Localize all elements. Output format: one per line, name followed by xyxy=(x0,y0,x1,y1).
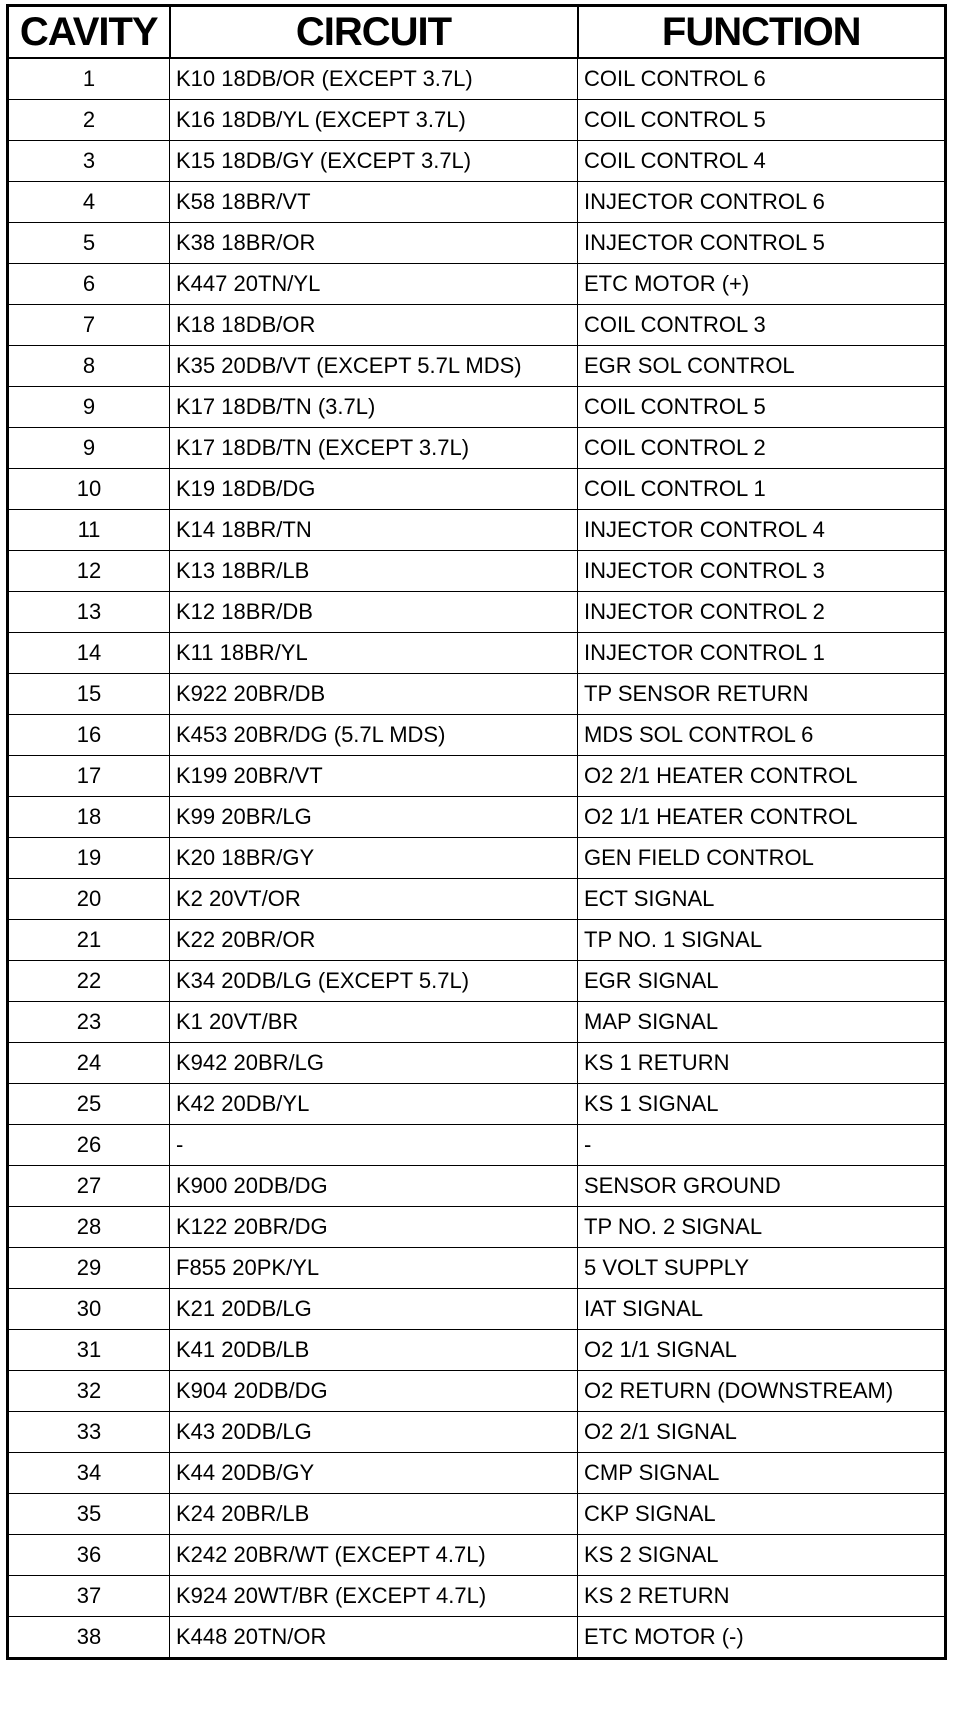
cavity-cell: 33 xyxy=(8,1412,170,1453)
circuit-cell: K42 20DB/YL xyxy=(170,1084,578,1125)
cavity-cell: 37 xyxy=(8,1576,170,1617)
table-row xyxy=(8,1330,946,1371)
table-row xyxy=(8,223,946,264)
table-row xyxy=(8,182,946,223)
cavity-cell: 5 xyxy=(8,223,170,264)
cavity-cell: 24 xyxy=(8,1043,170,1084)
circuit-cell: K900 20DB/DG xyxy=(170,1166,578,1207)
function-cell: MAP SIGNAL xyxy=(578,1002,946,1043)
cavity-cell: 11 xyxy=(8,510,170,551)
cavity-cell: 31 xyxy=(8,1330,170,1371)
circuit-cell: K13 18BR/LB xyxy=(170,551,578,592)
cavity-cell: 10 xyxy=(8,469,170,510)
circuit-cell: K924 20WT/BR (EXCEPT 4.7L) xyxy=(170,1576,578,1617)
cavity-cell: 17 xyxy=(8,756,170,797)
cavity-cell: 16 xyxy=(8,715,170,756)
table-row xyxy=(8,58,946,100)
function-cell: KS 2 SIGNAL xyxy=(578,1535,946,1576)
circuit-cell: K24 20BR/LB xyxy=(170,1494,578,1535)
function-cell: INJECTOR CONTROL 4 xyxy=(578,510,946,551)
circuit-cell: K38 18BR/OR xyxy=(170,223,578,264)
function-cell: CKP SIGNAL xyxy=(578,1494,946,1535)
function-cell: COIL CONTROL 6 xyxy=(578,58,946,100)
table-row xyxy=(8,592,946,633)
circuit-cell: K21 20DB/LG xyxy=(170,1289,578,1330)
table-row xyxy=(8,428,946,469)
circuit-cell: F855 20PK/YL xyxy=(170,1248,578,1289)
function-cell: INJECTOR CONTROL 6 xyxy=(578,182,946,223)
circuit-cell: K43 20DB/LG xyxy=(170,1412,578,1453)
function-cell: O2 1/1 SIGNAL xyxy=(578,1330,946,1371)
function-cell: TP SENSOR RETURN xyxy=(578,674,946,715)
circuit-cell: K17 18DB/TN (3.7L) xyxy=(170,387,578,428)
cavity-cell: 29 xyxy=(8,1248,170,1289)
table-row xyxy=(8,1166,946,1207)
table-row xyxy=(8,715,946,756)
table-row xyxy=(8,879,946,920)
circuit-cell: K18 18DB/OR xyxy=(170,305,578,346)
function-cell: TP NO. 1 SIGNAL xyxy=(578,920,946,961)
circuit-cell: K942 20BR/LG xyxy=(170,1043,578,1084)
function-cell: TP NO. 2 SIGNAL xyxy=(578,1207,946,1248)
table-row xyxy=(8,1576,946,1617)
cavity-cell: 9 xyxy=(8,428,170,469)
function-cell: ECT SIGNAL xyxy=(578,879,946,920)
table-row xyxy=(8,264,946,305)
circuit-cell: K58 18BR/VT xyxy=(170,182,578,223)
table-row xyxy=(8,756,946,797)
cavity-cell: 38 xyxy=(8,1617,170,1659)
cavity-cell: 21 xyxy=(8,920,170,961)
circuit-cell: K447 20TN/YL xyxy=(170,264,578,305)
circuit-cell: K904 20DB/DG xyxy=(170,1371,578,1412)
cavity-cell: 7 xyxy=(8,305,170,346)
circuit-cell: K199 20BR/VT xyxy=(170,756,578,797)
circuit-cell: K10 18DB/OR (EXCEPT 3.7L) xyxy=(170,58,578,100)
function-cell: EGR SOL CONTROL xyxy=(578,346,946,387)
table-row xyxy=(8,1289,946,1330)
function-cell: CMP SIGNAL xyxy=(578,1453,946,1494)
table-row xyxy=(8,633,946,674)
function-cell: COIL CONTROL 1 xyxy=(578,469,946,510)
table-row xyxy=(8,510,946,551)
circuit-cell: K16 18DB/YL (EXCEPT 3.7L) xyxy=(170,100,578,141)
cavity-cell: 12 xyxy=(8,551,170,592)
function-cell: COIL CONTROL 2 xyxy=(578,428,946,469)
circuit-cell: K15 18DB/GY (EXCEPT 3.7L) xyxy=(170,141,578,182)
function-cell: KS 2 RETURN xyxy=(578,1576,946,1617)
table-row xyxy=(8,305,946,346)
cavity-cell: 36 xyxy=(8,1535,170,1576)
connector-pinout-table-container xyxy=(6,4,944,1660)
circuit-cell: K922 20BR/DB xyxy=(170,674,578,715)
cavity-cell: 25 xyxy=(8,1084,170,1125)
cavity-cell: 13 xyxy=(8,592,170,633)
table-row xyxy=(8,100,946,141)
table-row xyxy=(8,797,946,838)
cavity-cell: 28 xyxy=(8,1207,170,1248)
table-row xyxy=(8,961,946,1002)
table-row xyxy=(8,1617,946,1659)
table-row xyxy=(8,1207,946,1248)
table-row xyxy=(8,1043,946,1084)
table-row xyxy=(8,1248,946,1289)
circuit-cell: K19 18DB/DG xyxy=(170,469,578,510)
function-cell: COIL CONTROL 3 xyxy=(578,305,946,346)
cavity-cell: 6 xyxy=(8,264,170,305)
cavity-cell: 27 xyxy=(8,1166,170,1207)
function-cell: SENSOR GROUND xyxy=(578,1166,946,1207)
cavity-cell: 22 xyxy=(8,961,170,1002)
header-row xyxy=(8,6,946,59)
function-cell: O2 RETURN (DOWNSTREAM) xyxy=(578,1371,946,1412)
header-cavity: CAVITY xyxy=(8,6,170,59)
circuit-cell: K20 18BR/GY xyxy=(170,838,578,879)
table-row xyxy=(8,1002,946,1043)
function-cell: COIL CONTROL 5 xyxy=(578,100,946,141)
circuit-cell: K41 20DB/LB xyxy=(170,1330,578,1371)
function-cell: KS 1 SIGNAL xyxy=(578,1084,946,1125)
table-row xyxy=(8,387,946,428)
function-cell: MDS SOL CONTROL 6 xyxy=(578,715,946,756)
table-row xyxy=(8,1535,946,1576)
function-cell: 5 VOLT SUPPLY xyxy=(578,1248,946,1289)
function-cell: O2 2/1 HEATER CONTROL xyxy=(578,756,946,797)
cavity-cell: 30 xyxy=(8,1289,170,1330)
function-cell: INJECTOR CONTROL 1 xyxy=(578,633,946,674)
circuit-cell: K11 18BR/YL xyxy=(170,633,578,674)
circuit-cell: K2 20VT/OR xyxy=(170,879,578,920)
cavity-cell: 19 xyxy=(8,838,170,879)
table-row xyxy=(8,1084,946,1125)
table-row xyxy=(8,1412,946,1453)
circuit-cell: K99 20BR/LG xyxy=(170,797,578,838)
cavity-cell: 15 xyxy=(8,674,170,715)
cavity-cell: 14 xyxy=(8,633,170,674)
circuit-cell: K1 20VT/BR xyxy=(170,1002,578,1043)
cavity-cell: 9 xyxy=(8,387,170,428)
connector-pinout-table xyxy=(6,4,947,1660)
circuit-cell: K44 20DB/GY xyxy=(170,1453,578,1494)
function-cell: EGR SIGNAL xyxy=(578,961,946,1002)
cavity-cell: 34 xyxy=(8,1453,170,1494)
function-cell: O2 1/1 HEATER CONTROL xyxy=(578,797,946,838)
cavity-cell: 1 xyxy=(8,58,170,100)
function-cell: ETC MOTOR (-) xyxy=(578,1617,946,1659)
function-cell: INJECTOR CONTROL 2 xyxy=(578,592,946,633)
function-cell: IAT SIGNAL xyxy=(578,1289,946,1330)
table-row xyxy=(8,551,946,592)
function-cell: O2 2/1 SIGNAL xyxy=(578,1412,946,1453)
table-row xyxy=(8,838,946,879)
cavity-cell: 8 xyxy=(8,346,170,387)
cavity-cell: 18 xyxy=(8,797,170,838)
circuit-cell: K17 18DB/TN (EXCEPT 3.7L) xyxy=(170,428,578,469)
table-row xyxy=(8,469,946,510)
cavity-cell: 20 xyxy=(8,879,170,920)
circuit-cell: K448 20TN/OR xyxy=(170,1617,578,1659)
table-row xyxy=(8,920,946,961)
table-row xyxy=(8,1453,946,1494)
table-row xyxy=(8,141,946,182)
cavity-cell: 23 xyxy=(8,1002,170,1043)
table-body xyxy=(8,58,946,1659)
function-cell: GEN FIELD CONTROL xyxy=(578,838,946,879)
circuit-cell: K14 18BR/TN xyxy=(170,510,578,551)
table-row xyxy=(8,674,946,715)
function-cell: ETC MOTOR (+) xyxy=(578,264,946,305)
header-function: FUNCTION xyxy=(578,6,946,59)
table-row xyxy=(8,1125,946,1166)
circuit-cell: K34 20DB/LG (EXCEPT 5.7L) xyxy=(170,961,578,1002)
cavity-cell: 4 xyxy=(8,182,170,223)
cavity-cell: 3 xyxy=(8,141,170,182)
function-cell: - xyxy=(578,1125,946,1166)
circuit-cell: K122 20BR/DG xyxy=(170,1207,578,1248)
circuit-cell: K35 20DB/VT (EXCEPT 5.7L MDS) xyxy=(170,346,578,387)
cavity-cell: 2 xyxy=(8,100,170,141)
cavity-cell: 32 xyxy=(8,1371,170,1412)
circuit-cell: K453 20BR/DG (5.7L MDS) xyxy=(170,715,578,756)
header-circuit: CIRCUIT xyxy=(170,6,578,59)
table-row xyxy=(8,1494,946,1535)
function-cell: KS 1 RETURN xyxy=(578,1043,946,1084)
function-cell: COIL CONTROL 5 xyxy=(578,387,946,428)
function-cell: INJECTOR CONTROL 5 xyxy=(578,223,946,264)
circuit-cell: K242 20BR/WT (EXCEPT 4.7L) xyxy=(170,1535,578,1576)
circuit-cell: K12 18BR/DB xyxy=(170,592,578,633)
cavity-cell: 26 xyxy=(8,1125,170,1166)
circuit-cell: K22 20BR/OR xyxy=(170,920,578,961)
function-cell: INJECTOR CONTROL 3 xyxy=(578,551,946,592)
function-cell: COIL CONTROL 4 xyxy=(578,141,946,182)
table-row xyxy=(8,346,946,387)
circuit-cell: - xyxy=(170,1125,578,1166)
cavity-cell: 35 xyxy=(8,1494,170,1535)
table-row xyxy=(8,1371,946,1412)
